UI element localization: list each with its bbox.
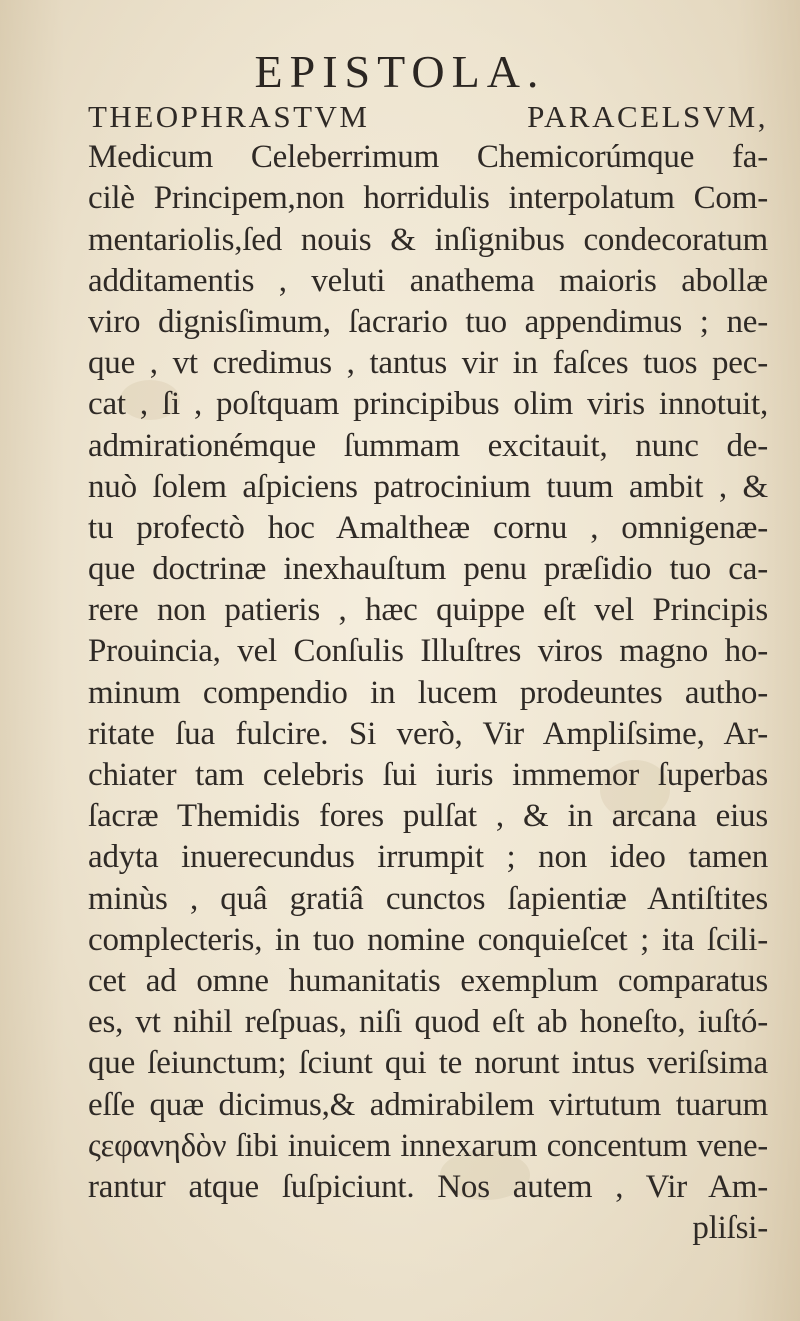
- text-line: viro dignisſimum, ſacrario tuo appendimus ; ne-: [88, 303, 768, 340]
- page-title: EPISTOLA.: [254, 46, 546, 97]
- text-line: tu profectò hoc Amaltheæ cornu , omnigenæ-: [88, 509, 768, 546]
- text-line: mentariolis,ſed nouis & inſignibus condecoratum: [88, 221, 768, 258]
- text-line: complecteris, in tuo nomine conquieſcet ; ita ſcili-: [88, 921, 768, 958]
- text-line: additamentis , veluti anathema maioris abollæ: [88, 262, 768, 299]
- text-line: cet ad omne humanitatis exemplum comparatus: [88, 962, 768, 999]
- text-line: nuò ſolem aſpiciens patrocinium tuum ambit , &: [88, 468, 768, 505]
- text-line: pliſsi-: [692, 1210, 768, 1247]
- text-line: eſſe quæ dicimus,& admirabilem virtutum tuarum: [88, 1086, 768, 1123]
- text-line: ritate ſua fulcire. Si verò, Vir Ampliſsime, Ar-: [88, 715, 768, 752]
- text-line: chiater tam celebris ſui iuris immemor ſuperbas: [88, 757, 768, 793]
- text-line: rantur atque ſuſpiciunt. Nos autem , Vir Am-: [88, 1168, 768, 1205]
- text-line: adyta inuerecundus irrumpit ; non ideo tamen: [88, 839, 768, 876]
- text-line: minùs , quâ gratiâ cunctos ſapientiæ Antiſtites: [88, 880, 768, 917]
- text-line: que , vt credimus , tantus vir in faſces tuos pec-: [88, 345, 768, 382]
- text-line: ςεφανηδὸν ſibi inuicem innexarum concentum vene-: [88, 1127, 768, 1164]
- text-line: rere non patieris , hæc quippe eſt vel Principis: [88, 592, 768, 629]
- text-line: cilè Principem,non horridulis interpolatum Com-: [88, 180, 768, 217]
- text-line: que doctrinæ inexhauſtum penu præſidio tuo ca-: [88, 551, 768, 588]
- body-text: [88, 96, 768, 1249]
- text-line: THEOPHRASTVM PARACELSVM,: [88, 99, 768, 134]
- text-line: que ſeiunctum; ſciunt qui te norunt intus veriſsima: [88, 1045, 768, 1082]
- text-line: es, vt nihil reſpuas, niſi quod eſt ab honeſto, iuſtó-: [88, 1004, 768, 1041]
- text-line: admirationémque ſummam excitauit, nunc de-: [88, 427, 768, 464]
- text-line: Prouincia, vel Conſulis Illuſtres viros magno ho-: [88, 633, 768, 670]
- text-line: ſacræ Themidis fores pulſat , & in arcana eius: [88, 798, 768, 835]
- text-line: Medicum Celeberrimum Chemicorúmque fa-: [88, 139, 768, 176]
- text-line: cat , ſi , poſtquam principibus olim viris innotuit,: [88, 386, 768, 423]
- text-line: minum compendio in lucem prodeuntes autho-: [88, 674, 768, 711]
